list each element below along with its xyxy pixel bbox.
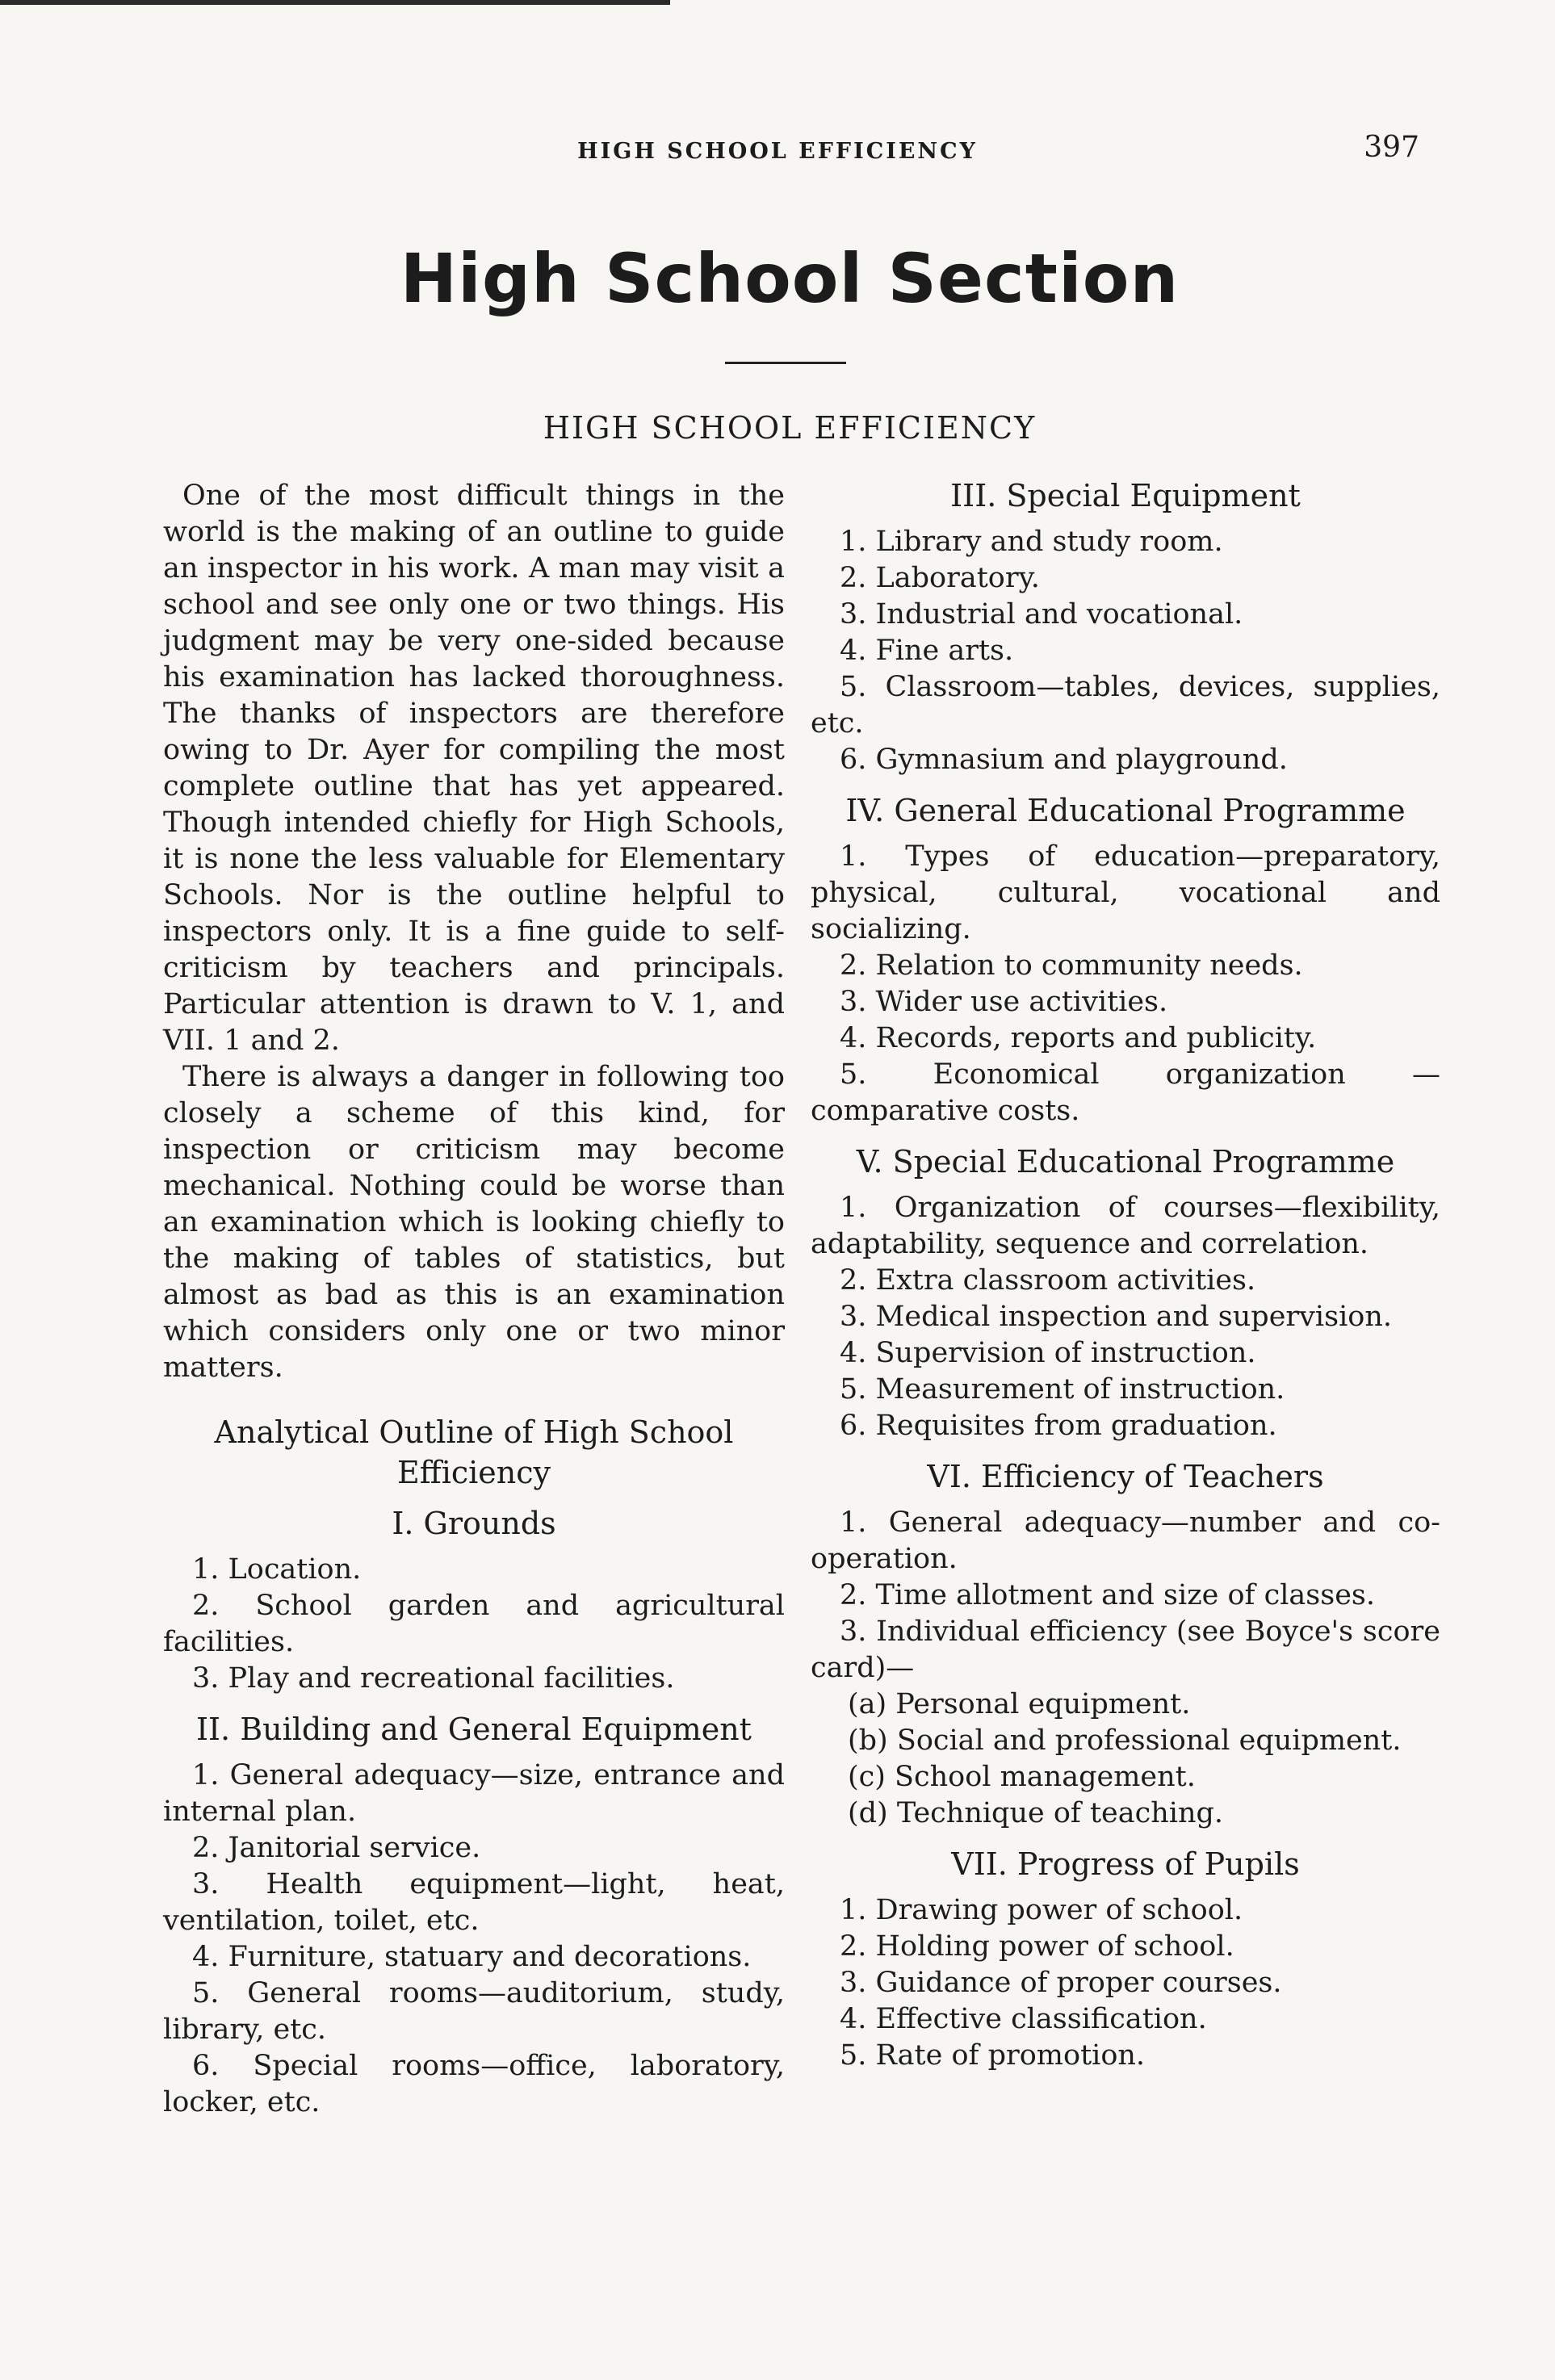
outline-item: 1. General adequacy—size, entrance and internal plan.: [163, 1759, 785, 1828]
outline-item: 4. Fine arts.: [840, 635, 1014, 667]
running-head: HIGH SCHOOL EFFICIENCY: [577, 139, 978, 164]
section-heading-building: II. Building and General Equipment: [196, 1712, 752, 1747]
outline-item: 3. Industrial and vocational.: [840, 598, 1243, 631]
outline-item: 6. Requisites from graduation.: [840, 1410, 1277, 1442]
outline-item: 3. Play and recreational facilities.: [192, 1662, 675, 1695]
outline-item: 2. Laboratory.: [840, 562, 1040, 594]
section-heading-grounds: I. Grounds: [392, 1506, 556, 1541]
outline-title-line-1: Analytical Outline of High School: [214, 1414, 734, 1450]
title-divider: [725, 362, 846, 364]
outline-item: 2. Holding power of school.: [840, 1930, 1234, 1963]
section-heading-special-programme: V. Special Educational Programme: [856, 1144, 1395, 1180]
outline-item: 4. Effective classification.: [840, 2003, 1207, 2035]
outline-item: 3. Guidance of proper courses.: [840, 1967, 1282, 1999]
outline-item: 5. Economical organization — comparative costs.: [811, 1058, 1440, 1127]
outline-item: 5. Measurement of instruction.: [840, 1373, 1285, 1406]
outline-item: 1. Organization of courses—flexibility, adaptability, sequence and correlation.: [811, 1192, 1440, 1260]
outline-sub-item: (b) Social and professional equipment.: [848, 1724, 1402, 1757]
intro-paragraph-2: There is always a danger in following too closely a scheme of this kind, for inspection or criticism may become mechanical. Nothing could be worse than an examination which is looking chiefly to the making of tables of statistics, but almost as bad as this is an examination which considers only one or two minor matters.: [163, 1061, 785, 1384]
outline-item: 6. Special rooms—office, laboratory, locker, etc.: [163, 2050, 785, 2118]
section-heading-pupils: VII. Progress of Pupils: [951, 1846, 1300, 1882]
outline-item: 1. Library and study room.: [840, 526, 1223, 558]
outline-item: 3. Medical inspection and supervision.: [840, 1301, 1393, 1333]
outline-item: 1. Types of education—preparatory, physical, cultural, vocational and socializing.: [811, 840, 1440, 945]
outline-item: 2. School garden and agricultural facilities.: [163, 1590, 785, 1658]
outline-item: 1. General adequacy—number and co-operation.: [811, 1506, 1440, 1575]
outline-item: 5. Rate of promotion.: [840, 2039, 1146, 2072]
page-number: 397: [1364, 131, 1419, 164]
outline-item: 2. Relation to community needs.: [840, 949, 1303, 982]
section-heading-special-equipment: III. Special Equipment: [950, 478, 1301, 513]
outline-sub-item: (d) Technique of teaching.: [848, 1797, 1224, 1829]
section-title: High School Section: [400, 239, 1180, 318]
outline-item: 4. Furniture, statuary and decorations.: [192, 1941, 752, 1973]
outline-item: 1. Drawing power of school.: [840, 1894, 1243, 1926]
outline-item: 2. Extra classroom activities.: [840, 1264, 1256, 1297]
section-heading-teachers: VI. Efficiency of Teachers: [927, 1459, 1324, 1494]
outline-item: 5. Classroom—tables, devices, supplies, etc.: [811, 671, 1440, 740]
outline-sub-item: (c) School management.: [848, 1761, 1196, 1793]
intro-paragraph-1: One of the most difficult things in the world is the making of an outline to guide an inspector in his work. A man may visit a school and see only one or two things. His judgment may be very one-sided because his examination has lacked thoroughness. The thanks of inspectors are therefore owing to Dr. Ayer for compiling the most complete outline that has yet appeared. Though intended chiefly for High Schools, it is none the less valuable for Elementary Schools. Nor is the outline helpful to inspectors only. It is a fine guide to self-criticism by teachers and principals. Particular attention is drawn to V. 1, and VII. 1 and 2.: [163, 480, 785, 1057]
outline-item: 2. Janitorial service.: [192, 1832, 481, 1864]
outline-item: 1. Location.: [192, 1553, 362, 1586]
left-column: [163, 478, 785, 2121]
outline-item: 4. Supervision of instruction.: [840, 1337, 1256, 1369]
outline-item: 4. Records, reports and publicity.: [840, 1022, 1317, 1054]
outline-sub-item: (a) Personal equipment.: [848, 1688, 1191, 1720]
top-edge-rule: [0, 0, 670, 5]
article-heading: HIGH SCHOOL EFFICIENCY: [543, 410, 1037, 446]
outline-title-line-2: Efficiency: [396, 1455, 551, 1490]
section-heading-general-programme: IV. General Educational Programme: [845, 793, 1406, 828]
outline-item: 2. Time allotment and size of classes.: [840, 1579, 1376, 1611]
outline-item: 3. Health equipment—light, heat, ventilation, toilet, etc.: [163, 1868, 785, 1937]
right-column: [811, 478, 1440, 2074]
outline-item: 5. General rooms—auditorium, study, library, etc.: [163, 1977, 785, 2046]
outline-item: 3. Individual efficiency (see Boyce's score card)—: [811, 1615, 1440, 1684]
outline-item: 3. Wider use activities.: [840, 986, 1168, 1018]
outline-title: [163, 1412, 785, 1493]
outline-item: 6. Gymnasium and playground.: [840, 744, 1288, 776]
